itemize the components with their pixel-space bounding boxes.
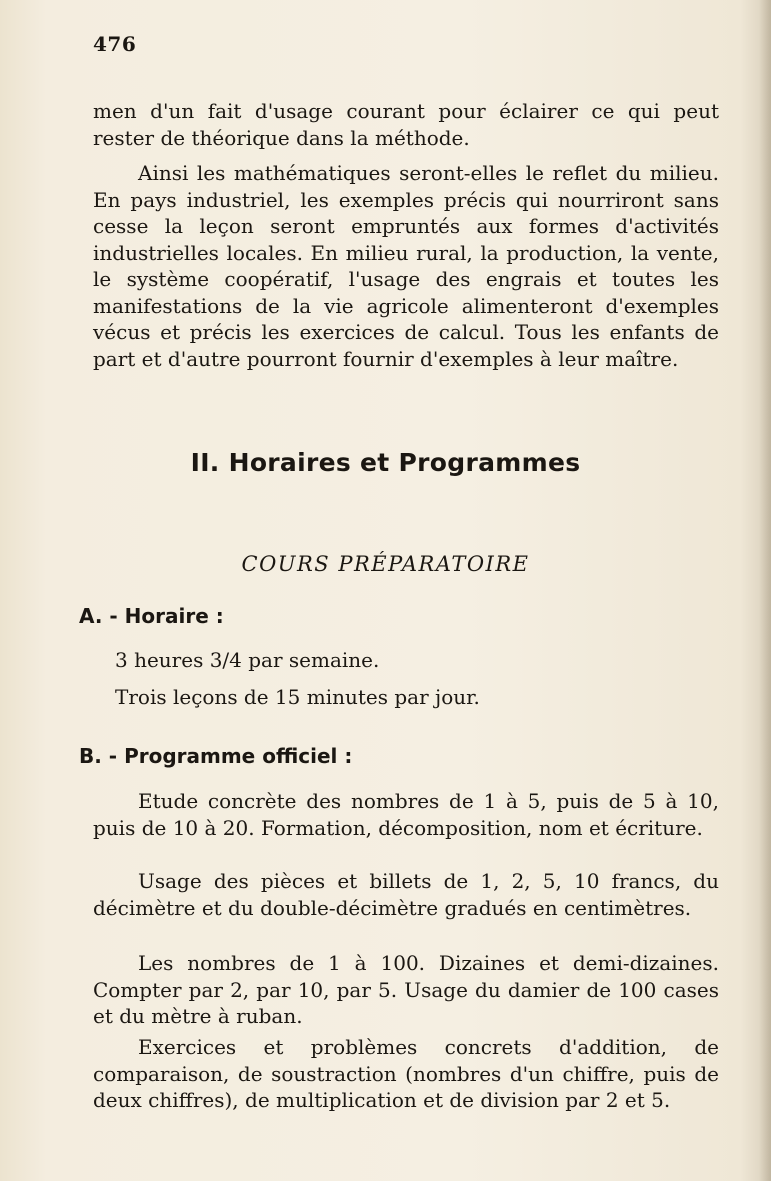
programme-para-1-block (76, 788, 736, 841)
intro-paragraph: men d'un fait d'usage courant pour éclairer ce qui peut rester de théorique dans la méthode. (93, 99, 719, 150)
programme-paragraph: Exercices et problèmes concrets d'addition, de comparaison, de soustraction (nombres d'un chiffre, puis de deux chiffres), de multiplication et de division par 2 et 5. (93, 1035, 719, 1112)
page-number: 476 (93, 32, 137, 56)
intro-block (76, 98, 736, 151)
course-title: COURS PRÉPARATOIRE (241, 552, 530, 576)
page-edge-shadow (759, 0, 771, 1181)
programme-paragraph: Les nombres de 1 à 100. Dizaines et demi-dizaines. Compter par 2, par 10, par 5. Usage du damier de 100 cases et du mètre à ruban. (93, 951, 719, 1028)
programme-para-4-block (76, 1034, 736, 1114)
programme-para-3-block (76, 950, 736, 1030)
programme-paragraph: Etude concrète des nombres de 1 à 5, puis de 5 à 10, puis de 10 à 20. Formation, décomposition, nom et écriture. (93, 789, 719, 840)
horaire-line-1: 3 heures 3/4 par semaine. (115, 648, 380, 672)
section-title: II. Horaires et Programmes (190, 448, 581, 477)
second-block (76, 160, 736, 372)
horaire-line-2: Trois leçons de 15 minutes par jour. (115, 685, 480, 709)
milieu-paragraph: Ainsi les mathématiques seront-elles le reflet du milieu. En pays industriel, les exemples précis qui nourriront sans cesse la leçon seront empruntés aux formes d'activités industrielles locales. En milieu rural, la production, la vente, le système coopératif, l'usage des engrais et toutes les manifestations de la vie agricole alimenteront d'exemples vécus et précis les exercices de calcul. Tous les enfants de part et d'autre pourront fournir d'exemples à leur maître. (93, 161, 719, 371)
horaire-heading: A. - Horaire : (79, 604, 224, 628)
programme-para-2-block (76, 868, 736, 921)
programme-heading: B. - Programme officiel : (79, 744, 353, 768)
programme-paragraph: Usage des pièces et billets de 1, 2, 5, 10 francs, du décimètre et du double-décimètre gradués en centimètres. (93, 869, 719, 920)
